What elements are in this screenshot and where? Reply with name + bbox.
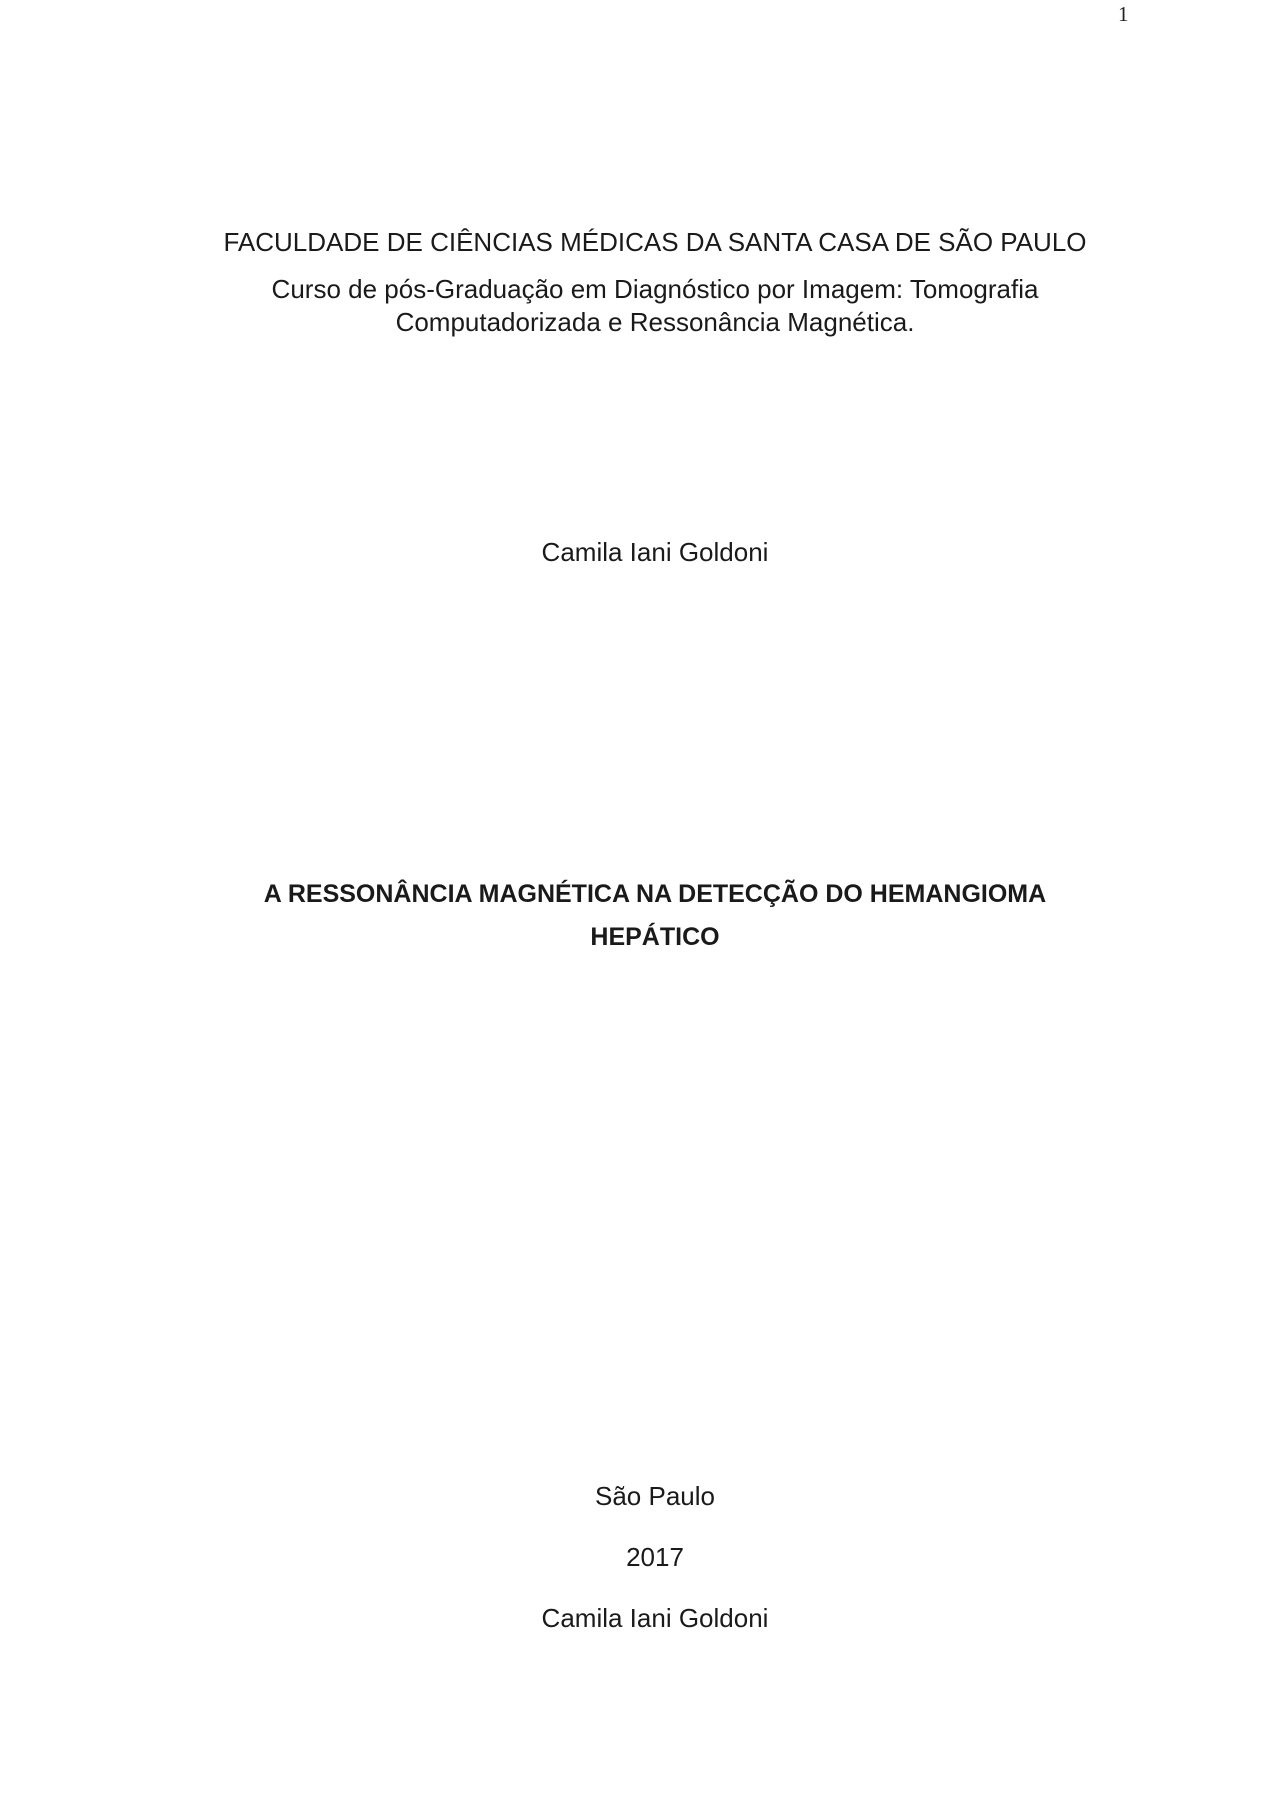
course-line-1: Curso de pós-Graduação em Diagnóstico por Imagem: Tomografia [271, 274, 1039, 304]
title-line-2: HEPÁTICO [590, 923, 720, 951]
year: 2017 [626, 1542, 684, 1572]
author-name-footer: Camila Iani Goldoni [541, 1603, 769, 1633]
author-name: Camila Iani Goldoni [541, 537, 769, 567]
course-name [190, 273, 1120, 339]
city: São Paulo [595, 1481, 715, 1511]
page-number: 1 [1118, 2, 1129, 26]
course-line-2: Computadorizada e Ressonância Magnética. [395, 307, 915, 337]
title-line-1: A RESSONÂNCIA MAGNÉTICA NA DETECÇÃO DO HEMANGIOMA [263, 880, 1047, 908]
institution-name: FACULDADE DE CIÊNCIAS MÉDICAS DA SANTA CASA DE SÃO PAULO [223, 227, 1087, 257]
document-title [230, 873, 1080, 959]
